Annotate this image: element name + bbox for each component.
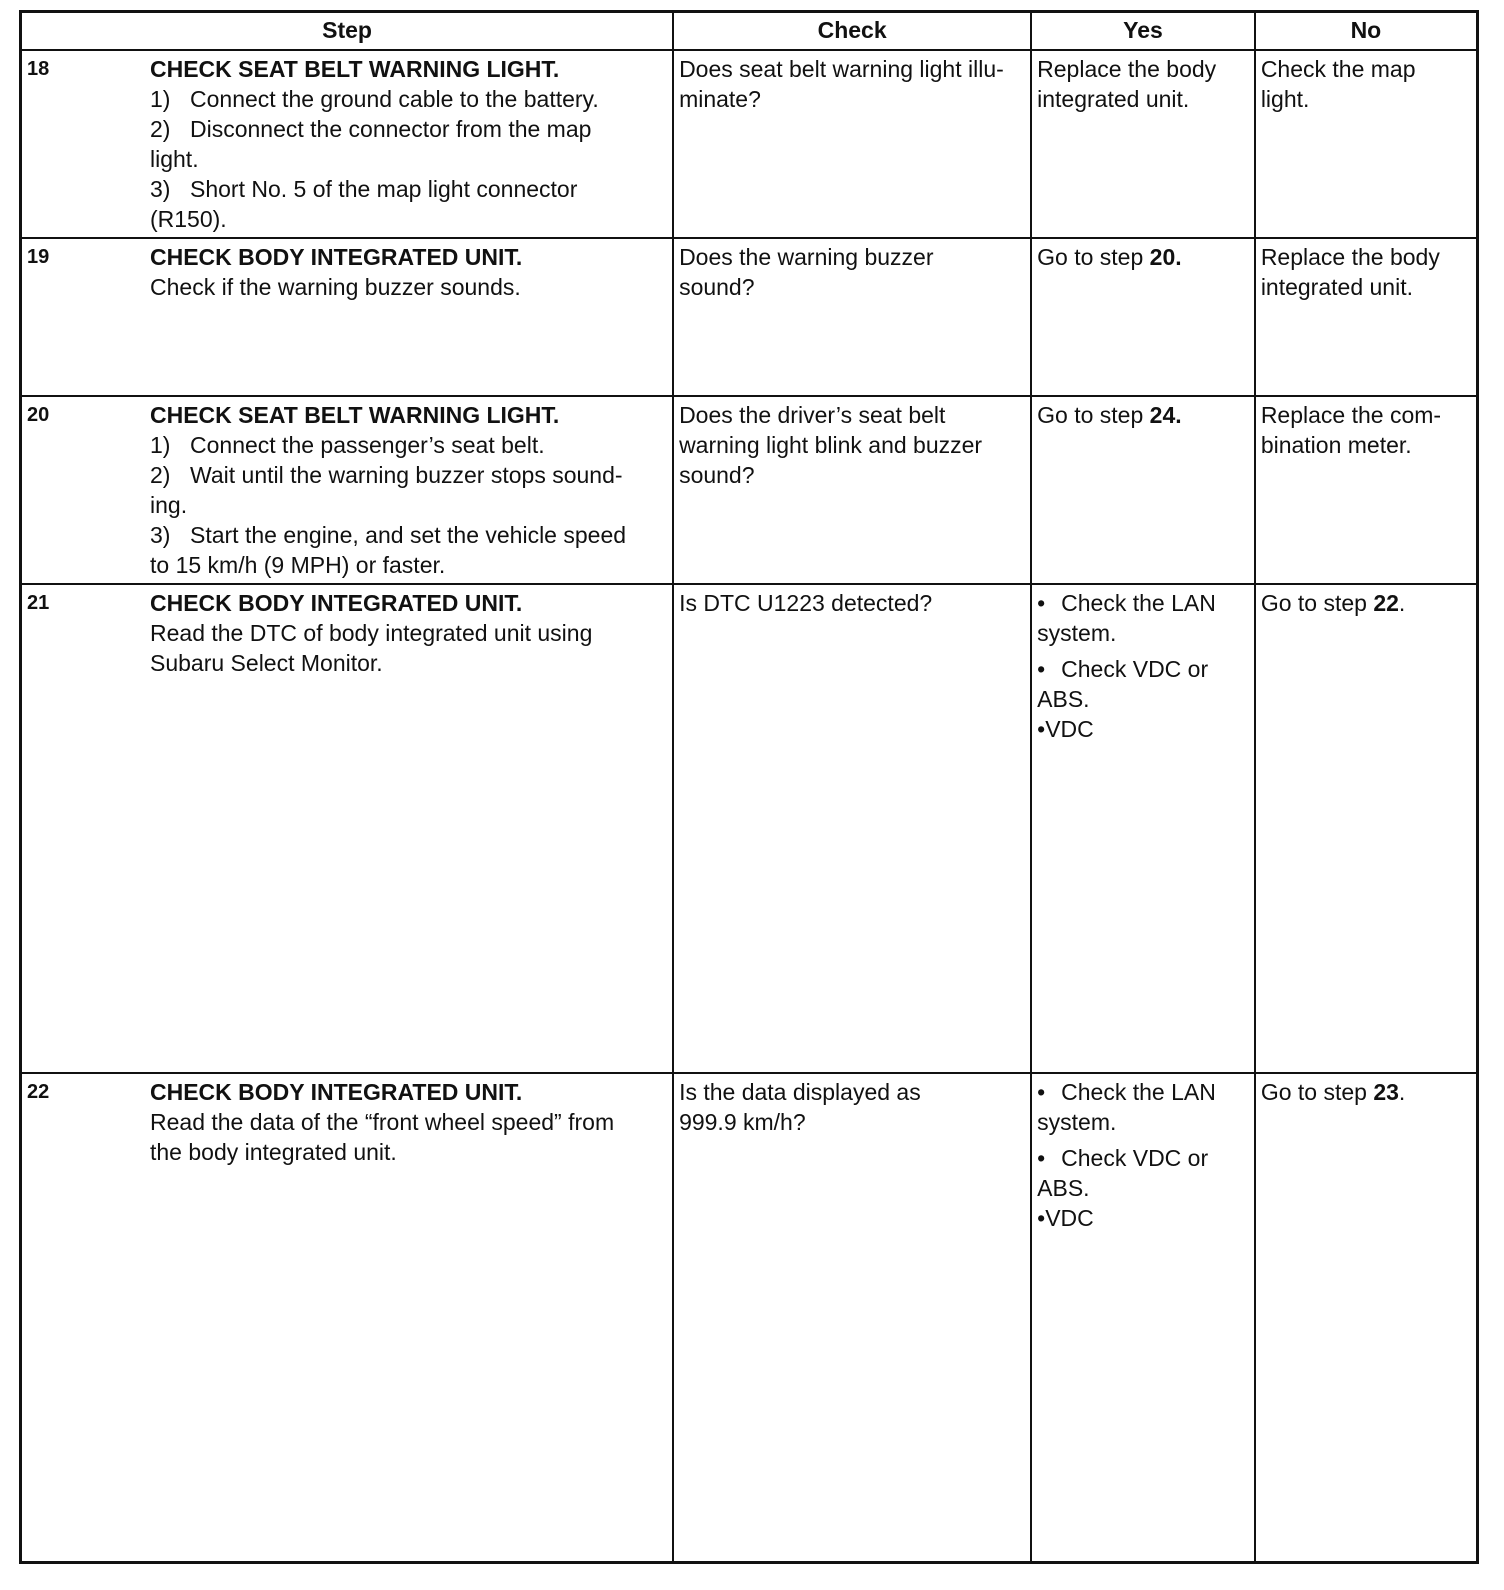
bullet-text: Check VDC or <box>1061 656 1209 682</box>
bullet-icon: • <box>1037 1079 1046 1105</box>
bullet-text: Check the LAN <box>1061 590 1216 616</box>
substep <box>150 520 667 550</box>
substep <box>150 114 667 144</box>
substep-text: Connect the passenger’s seat belt. <box>190 432 545 458</box>
header-no: No <box>1255 12 1478 51</box>
substep-number: 1) <box>150 432 171 458</box>
yes-cell <box>1031 396 1255 584</box>
goto-step-number: 24 <box>1149 402 1176 428</box>
yes-cell <box>1031 1073 1255 1563</box>
table-row <box>21 584 1478 1073</box>
substep-number: 3) <box>150 176 171 202</box>
step-number: 22 <box>27 1081 50 1103</box>
bullet-text: ABS. <box>1037 686 1090 712</box>
check-text: 999.9 km/h? <box>679 1109 806 1135</box>
substep <box>150 174 667 204</box>
no-text: bination meter. <box>1260 432 1412 458</box>
goto-suffix: . <box>1398 1079 1406 1105</box>
table-row <box>21 50 1478 238</box>
step-description: the body integrated unit. <box>150 1139 397 1165</box>
step-cell <box>21 396 674 584</box>
no-cell <box>1255 396 1478 584</box>
bullet-item <box>1037 1077 1249 1137</box>
bullet-item <box>1037 714 1249 744</box>
check-cell <box>673 1073 1031 1563</box>
goto-step-number: 23 <box>1373 1079 1399 1105</box>
bullet-item <box>1037 654 1249 714</box>
no-text: integrated unit. <box>1260 274 1413 300</box>
substep <box>150 84 667 114</box>
bullet-item <box>1037 1143 1249 1203</box>
step-cell <box>21 238 674 396</box>
substep-text: Connect the ground cable to the battery. <box>190 86 599 112</box>
no-text: light. <box>1260 86 1310 112</box>
yes-text: integrated unit. <box>1037 86 1190 112</box>
bullet-item <box>1037 1203 1249 1233</box>
no-text: Replace the body <box>1260 244 1440 270</box>
bullet-icon: • <box>1037 1205 1046 1231</box>
substep-number: 3) <box>150 522 171 548</box>
header-step: Step <box>21 12 674 51</box>
goto-step <box>1261 1077 1471 1107</box>
no-cell <box>1255 584 1478 1073</box>
diagnostic-procedure-table <box>19 10 1479 1564</box>
substep-text: Disconnect the connector from the map <box>190 116 592 142</box>
check-cell <box>673 50 1031 238</box>
goto-step <box>1037 400 1249 430</box>
header-yes: Yes <box>1031 12 1255 51</box>
check-text: sound? <box>679 274 755 300</box>
bullet-text: VDC <box>1045 1205 1094 1231</box>
check-cell <box>673 396 1031 584</box>
bullet-text: ABS. <box>1037 1175 1090 1201</box>
step-description: Subaru Select Monitor. <box>150 650 383 676</box>
step-title: CHECK BODY INTEGRATED UNIT. <box>150 1079 523 1105</box>
step-title: CHECK SEAT BELT WARNING LIGHT. <box>150 56 560 82</box>
bullet-text: system. <box>1037 620 1117 646</box>
substep-text: Start the engine, and set the vehicle speed <box>190 522 627 548</box>
bullet-text: Check VDC or <box>1061 1145 1209 1171</box>
substep-text: (R150). <box>150 206 227 232</box>
substep-number: 2) <box>150 116 171 142</box>
step-number: 18 <box>27 58 50 80</box>
table-row <box>21 1073 1478 1563</box>
step-title: CHECK SEAT BELT WARNING LIGHT. <box>150 402 560 428</box>
yes-text: Replace the body <box>1037 56 1217 82</box>
bullet-text: Check the LAN <box>1061 1079 1216 1105</box>
table-header-row <box>21 12 1478 51</box>
no-text: Replace the com- <box>1260 402 1442 428</box>
yes-cell <box>1031 584 1255 1073</box>
check-text: Is DTC U1223 detected? <box>679 590 933 616</box>
step-description: Read the data of the “front wheel speed” from <box>150 1109 615 1135</box>
header-check: Check <box>673 12 1031 51</box>
substep-text: to 15 km/h (9 MPH) or faster. <box>150 552 446 578</box>
goto-prefix: Go to step <box>1260 1079 1374 1105</box>
substep-text: Short No. 5 of the map light connector <box>190 176 578 202</box>
bullet-icon: • <box>1037 1145 1046 1171</box>
substep-text: ing. <box>150 492 188 518</box>
bullet-text: system. <box>1037 1109 1117 1135</box>
substep-text: light. <box>150 146 199 172</box>
step-number: 20 <box>27 404 50 426</box>
check-text: Is the data displayed as <box>679 1079 921 1105</box>
bullet-text: VDC <box>1045 716 1094 742</box>
step-description: Read the DTC of body integrated unit using <box>150 620 593 646</box>
step-number: 21 <box>27 592 50 614</box>
bullet-icon: • <box>1037 656 1046 682</box>
substep <box>150 430 667 460</box>
yes-cell <box>1031 50 1255 238</box>
yes-cell <box>1031 238 1255 396</box>
check-text: minate? <box>679 86 761 112</box>
goto-step-number: 22 <box>1373 590 1399 616</box>
bullet-icon: • <box>1037 716 1046 742</box>
no-cell <box>1255 50 1478 238</box>
goto-step-number: 20 <box>1149 244 1176 270</box>
step-cell <box>21 1073 674 1563</box>
check-cell <box>673 238 1031 396</box>
step-cell <box>21 584 674 1073</box>
table-row <box>21 396 1478 584</box>
step-description: Check if the warning buzzer sounds. <box>150 274 521 300</box>
goto-suffix: . <box>1175 244 1182 270</box>
step-cell <box>21 50 674 238</box>
step-title: CHECK BODY INTEGRATED UNIT. <box>150 590 523 616</box>
check-text: sound? <box>679 462 755 488</box>
bullet-icon: • <box>1037 590 1046 616</box>
substep-text: Wait until the warning buzzer stops sound- <box>190 462 623 488</box>
check-text: Does the warning buzzer <box>679 244 934 270</box>
goto-prefix: Go to step <box>1037 402 1150 428</box>
step-number: 19 <box>27 246 50 268</box>
goto-prefix: Go to step <box>1260 590 1374 616</box>
goto-suffix: . <box>1175 402 1182 428</box>
bullet-item <box>1037 588 1249 648</box>
check-text: warning light blink and buzzer <box>679 432 983 458</box>
goto-step <box>1261 588 1471 618</box>
substep-number: 1) <box>150 86 171 112</box>
goto-step <box>1037 242 1249 272</box>
no-cell <box>1255 1073 1478 1563</box>
check-text: Does the driver’s seat belt <box>679 402 946 428</box>
goto-prefix: Go to step <box>1037 244 1150 270</box>
check-cell <box>673 584 1031 1073</box>
check-text: Does seat belt warning light illu- <box>679 56 1004 82</box>
no-cell <box>1255 238 1478 396</box>
no-text: Check the map <box>1260 56 1416 82</box>
substep <box>150 460 667 490</box>
table-row <box>21 238 1478 396</box>
step-title: CHECK BODY INTEGRATED UNIT. <box>150 244 523 270</box>
goto-suffix: . <box>1398 590 1406 616</box>
substep-number: 2) <box>150 462 171 488</box>
